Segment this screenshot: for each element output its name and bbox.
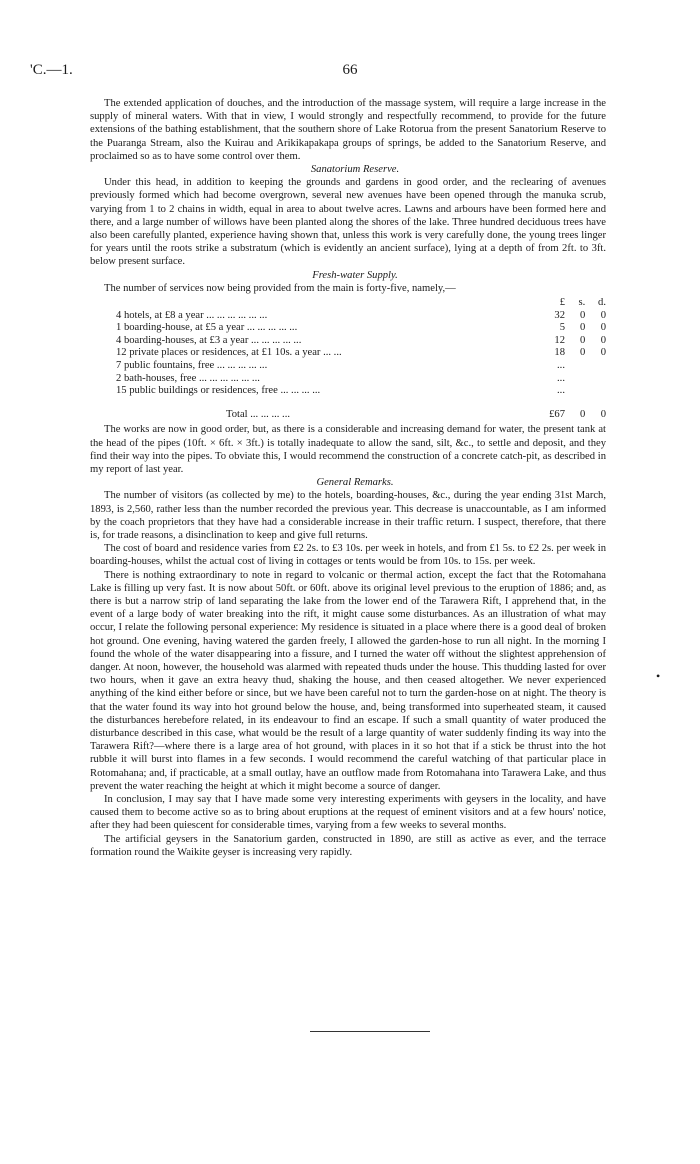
pounds-cell: ...: [557, 360, 565, 372]
service-item: 4 boarding-houses, at £3 a year ... ... ... ... ...: [116, 334, 302, 346]
paragraph-reserve: Under this head, in addition to keeping the grounds and gardens in good order, and the reclearing of avenues previously formed which had become overgrown, several new avenues have been opened through the manuka scrub, varying from 1 to 2 chains in width, equal in area to about twelve acres. Lawns and arbours have been formed here and there, and a large number of willows have been planted along the shores of the lake. Three hundred deciduous trees have also been carefully planted, experience having shown that, unless this work is very carefully done, the young trees linger for years until the roots strike a substratum (which is evidently an ancient surface), lying at a depth of from 2ft. to 3ft. below present surface.: [90, 177, 606, 268]
services-table: [116, 297, 606, 421]
paragraph-artificial-geysers: The artificial geysers in the Sanatorium garden, constructed in 1890, are still as active as ever, and the terrace formation round the Waikite geyser is increasing very rapidly.: [90, 833, 606, 858]
pence-cell: [585, 385, 606, 398]
pounds-cell: 5: [559, 322, 565, 334]
service-item: 12 private places or residences, at £1 10s. a year ... ...: [116, 347, 342, 359]
shillings-cell: [565, 373, 585, 386]
end-rule: [310, 1031, 430, 1032]
shillings-cell: 0: [580, 347, 586, 359]
total-pounds: £67: [549, 408, 565, 420]
service-item: 4 hotels, at £8 a year ... ... ... ... ... ...: [116, 309, 268, 321]
paragraph-geysers: In conclusion, I may say that I have made some very interesting experiments with geysers in the locality, and have caused them to become active so as to bring about eruptions at the request of eminent visitors and at a few hours' notice, after they had been quiescent for considerable times, varying from a few weeks to several months.: [90, 794, 606, 832]
column-header: d.: [598, 297, 606, 309]
pence-cell: 0: [600, 347, 606, 359]
heading-sanatorium-reserve: Sanatorium Reserve.: [310, 164, 400, 176]
shillings-cell: 0: [580, 334, 586, 346]
paragraph-volcanic: There is nothing extraordinary to note in regard to volcanic or thermal action, except the fact that the Rotomahana Lake is filling up very fast. It is now about 50ft. or 60ft. above its original level previous to the eruption of 1886; and, as there is but a narrow strip of land separating the lake from the lower end of the Tarawera Rift, I apprehend that, in the event of a large body of water breaking into the rift, it might cause some disturbances. As an illustration of what may occur, I relate the following personal experience: My residence is situated in a place where there is a good deal of broken hot ground. One evening, having watered the garden freely, I allowed the garden-hose to run all night. In the morning I found the whole of the water disappearing into a fissure, and I turned the water off without the slightest apprehension of danger. At noon, however, the household was alarmed with repeated thuds under the house. This thudding lasted for over two hours, when it gave an extra heavy thud, shaking the house, and then ceased altogether. We never experienced anything of the kind either before or since, but we have been careful not to turn the garden-hose on at night. The theory is that the water found its way into hot ground below the house, and, being transformed into superheated steam, it caused the disturbances herebefore related, in its endeavour to find an escape. If such a small quantity of water produced the disturbance described in this case, what would be the result of a large quantity of water suddenly finding its way into the Tarawera Rift?—where there is a large area of hot ground, with places in it so hot that if a stick be thrust into the hot rubble it will burst into flames in a few seconds. I would recommend the careful watching of that particular place in Rotomahana; and, if practicable, at a small outlay, have an outflow made from Rotomahana into Tarawera Lake, and thus prevent the water reaching the height at which it might become a source of danger.: [90, 569, 606, 792]
table-row: [116, 373, 606, 386]
table-header-row: [116, 297, 606, 310]
column-header: s.: [578, 297, 586, 309]
page-number: 66: [342, 62, 358, 78]
service-item: 2 bath-houses, free ... ... ... ... ... ...: [116, 372, 260, 384]
body-text: [90, 97, 606, 859]
total-pence: 0: [600, 408, 606, 420]
pence-cell: 0: [600, 309, 606, 321]
paragraph-cost: The cost of board and residence varies from £2 2s. to £3 10s. per week in hotels, and from £1 5s. to £2 2s. per week in boarding-houses, whilst the actual cost of living in cottages or tents would be from 10s. to 15s. per week.: [90, 543, 606, 568]
pounds-cell: ...: [557, 372, 565, 384]
table-row: [116, 322, 606, 335]
pence-cell: 0: [600, 334, 606, 346]
pounds-cell: 18: [554, 347, 565, 359]
paragraph-visitors: The number of visitors (as collected by me) to the hotels, boarding-houses, &c., during the year ending 31st March, 1893, is 2,560, rather less than the number recorded the previous year. This decrease is unaccountable, as I am informed by the coach proprietors that they have had a considerable increase in their traffic return. I suspect, therefore, that there is, for trade reasons, a disinclination to keep and give full returns.: [90, 490, 606, 542]
document-code: 'C.—1.: [30, 62, 73, 78]
total-shillings: 0: [580, 408, 586, 420]
shillings-cell: 0: [580, 309, 586, 321]
service-item: 15 public buildings or residences, free ... ... ... ...: [116, 385, 321, 397]
shillings-cell: [565, 360, 585, 373]
shillings-cell: 0: [580, 322, 586, 334]
table-row: [116, 385, 606, 398]
total-row: [116, 398, 606, 422]
shillings-cell: [565, 385, 585, 398]
heading-general-remarks: General Remarks.: [316, 477, 394, 489]
column-header: £: [559, 297, 565, 309]
table-row: [116, 335, 606, 348]
paragraph-water-works: The works are now in good order, but, as there is a considerable and increasing demand for water, the present tank at the head of the pipes (10ft. × 6ft. × 3ft.) is totally inadequate to allow the sand, silt, &c., to settle and deposit, and they find their way into the pipes. To obviate this, I would recommend the construction of a concrete catch-pit, as described in my report of last year.: [90, 424, 606, 475]
margin-mark: •: [656, 669, 661, 683]
paragraph-water-intro: The number of services now being provided from the main is forty-five, namely,—: [104, 282, 456, 294]
service-item: 7 public fountains, free ... ... ... ... ...: [116, 360, 268, 372]
total-label: Total ... ... ... ...: [226, 408, 290, 420]
pounds-cell: 32: [554, 309, 565, 321]
pence-cell: [585, 373, 606, 386]
pounds-cell: ...: [557, 385, 565, 397]
table-row: [116, 360, 606, 373]
service-item: 1 boarding-house, at £5 a year ... ... ... ... ...: [116, 322, 298, 334]
table-row: [116, 347, 606, 360]
heading-fresh-water-supply: Fresh-water Supply.: [312, 269, 398, 281]
paragraph-intro: The extended application of douches, and the introduction of the massage system, will require a large increase in the supply of mineral waters. With that in view, I would strongly and respectfully recommend, to provide for the future extensions of the bathing establishment, that the southern shore of Lake Rotorua from the present Sanatorium Reserve to the Puaranga Stream, also the Kuirau and Arikikapakapa groups of springs, be added to the Sanatorium Reserve, and proclaimed so as to have some control over them.: [90, 98, 606, 162]
pence-cell: [585, 360, 606, 373]
table-row: [116, 310, 606, 323]
pence-cell: 0: [600, 322, 606, 334]
pounds-cell: 12: [554, 334, 565, 346]
